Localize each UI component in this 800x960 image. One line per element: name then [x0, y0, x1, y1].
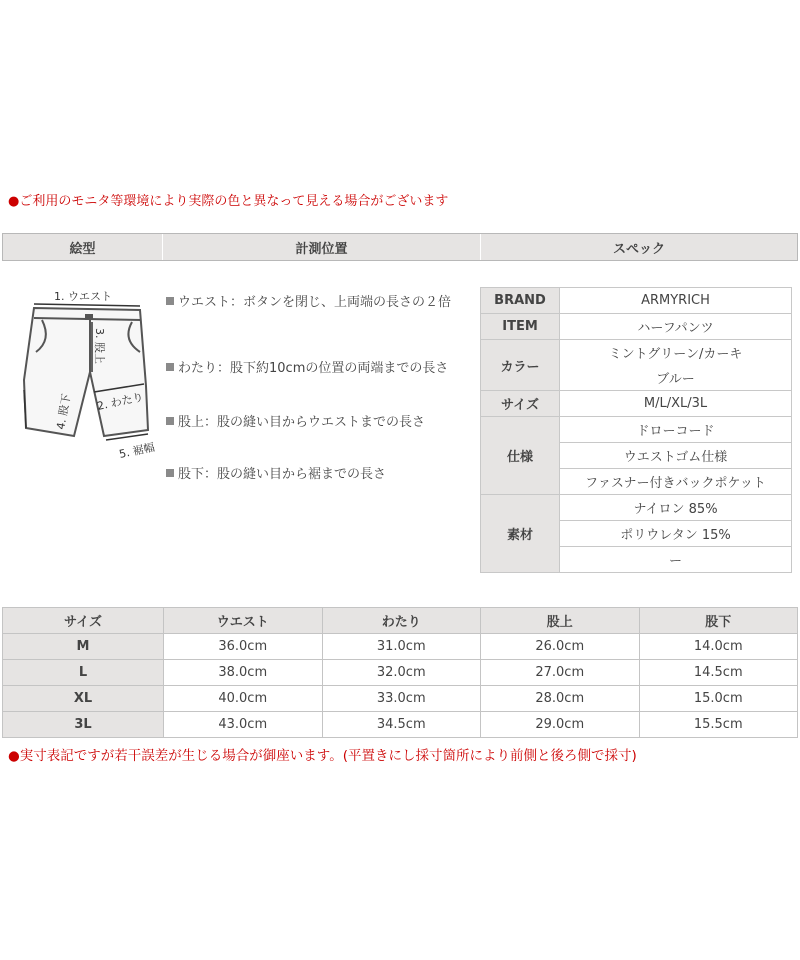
shorts-diagram	[12, 280, 162, 465]
column-header: わたり	[322, 608, 481, 634]
spec-table	[480, 287, 792, 573]
desc-waist-text: ウエスト：ボタンを閉じ、上両端の長さの２倍	[178, 295, 452, 310]
column-header: サイズ	[3, 608, 164, 634]
bullet-square-icon	[166, 297, 174, 305]
desc-rise-text: 股上：股の縫い目からウエストまでの長さ	[178, 415, 426, 430]
table-cell: 40.0cm	[164, 686, 323, 712]
table-cell: 28.0cm	[481, 686, 640, 712]
spec-value: ミントグリーン/カーキ	[560, 340, 792, 366]
bullet-square-icon	[166, 363, 174, 371]
size-cell: 3L	[3, 712, 164, 738]
bullet-square-icon	[166, 417, 174, 425]
spec-value: ー	[560, 547, 792, 573]
size-table	[2, 607, 798, 738]
spec-value: ARMYRICH	[560, 288, 792, 314]
spec-key: BRAND	[481, 288, 560, 314]
desc-waist	[166, 291, 478, 315]
spec-key: ITEM	[481, 314, 560, 340]
spec-row-size	[481, 391, 792, 417]
desc-thigh	[166, 357, 478, 381]
spec-value: ハーフパンツ	[560, 314, 792, 340]
measurement-notice: ●実寸表記ですが若干誤差が生じる場合が御座います。(平置きにし採寸箇所により前側と後ろ側で採寸)	[8, 748, 637, 764]
spec-row-material	[481, 495, 792, 521]
spec-row-item	[481, 314, 792, 340]
spec-row-brand	[481, 288, 792, 314]
table-row	[3, 634, 798, 660]
spec-value: ナイロン 85%	[560, 495, 792, 521]
table-cell: 34.5cm	[322, 712, 481, 738]
desc-inseam-text: 股下：股の縫い目から裾までの長さ	[178, 467, 387, 482]
desc-inseam	[166, 463, 478, 487]
bullet-square-icon	[166, 469, 174, 477]
spec-key: 素材	[481, 495, 560, 573]
table-cell: 38.0cm	[164, 660, 323, 686]
size-cell: L	[3, 660, 164, 686]
color-notice: ●ご利用のモニタ等環境により実際の色と異なって見える場合がございます	[8, 194, 449, 209]
column-header: 股下	[639, 608, 798, 634]
header-measurement: 計測位置	[163, 234, 481, 260]
diagram-label-inseam: 4. 股下	[54, 392, 74, 431]
spec-value: M/L/XL/3L	[560, 391, 792, 417]
spec-row-color	[481, 340, 792, 366]
table-row	[3, 712, 798, 738]
table-row	[3, 686, 798, 712]
spec-row-spec	[481, 417, 792, 443]
header-illustration: 絵型	[3, 234, 163, 260]
spec-value: ブルー	[560, 365, 792, 391]
desc-thigh-text: わたり：股下約10cmの位置の両端までの長さ	[178, 361, 449, 376]
table-cell: 43.0cm	[164, 712, 323, 738]
table-cell: 15.0cm	[639, 686, 798, 712]
diagram-label-hem: 5. 裾幅	[117, 440, 156, 461]
table-row	[3, 660, 798, 686]
table-cell: 15.5cm	[639, 712, 798, 738]
spec-value: ファスナー付きバックポケット	[560, 469, 792, 495]
spec-key: サイズ	[481, 391, 560, 417]
spec-value: ドローコード	[560, 417, 792, 443]
table-cell: 32.0cm	[322, 660, 481, 686]
section-header-bar	[2, 233, 798, 261]
table-cell: 29.0cm	[481, 712, 640, 738]
spec-value: ウエストゴム仕様	[560, 443, 792, 469]
size-table-header	[3, 608, 798, 634]
table-cell: 14.5cm	[639, 660, 798, 686]
table-cell: 31.0cm	[322, 634, 481, 660]
table-cell: 26.0cm	[481, 634, 640, 660]
desc-rise	[166, 411, 478, 435]
column-header: ウエスト	[164, 608, 323, 634]
table-cell: 36.0cm	[164, 634, 323, 660]
size-cell: XL	[3, 686, 164, 712]
diagram-label-rise: 3. 股上	[93, 328, 106, 364]
diagram-label-waist: 1. ウエスト	[54, 290, 112, 303]
spec-value: ポリウレタン 15%	[560, 521, 792, 547]
header-spec: スペック	[481, 234, 797, 260]
table-cell: 27.0cm	[481, 660, 640, 686]
spec-key: カラー	[481, 340, 560, 391]
column-header: 股上	[481, 608, 640, 634]
table-cell: 33.0cm	[322, 686, 481, 712]
spec-key: 仕様	[481, 417, 560, 495]
size-cell: M	[3, 634, 164, 660]
table-cell: 14.0cm	[639, 634, 798, 660]
diagram-label-thigh: 2. わたり	[95, 390, 145, 413]
